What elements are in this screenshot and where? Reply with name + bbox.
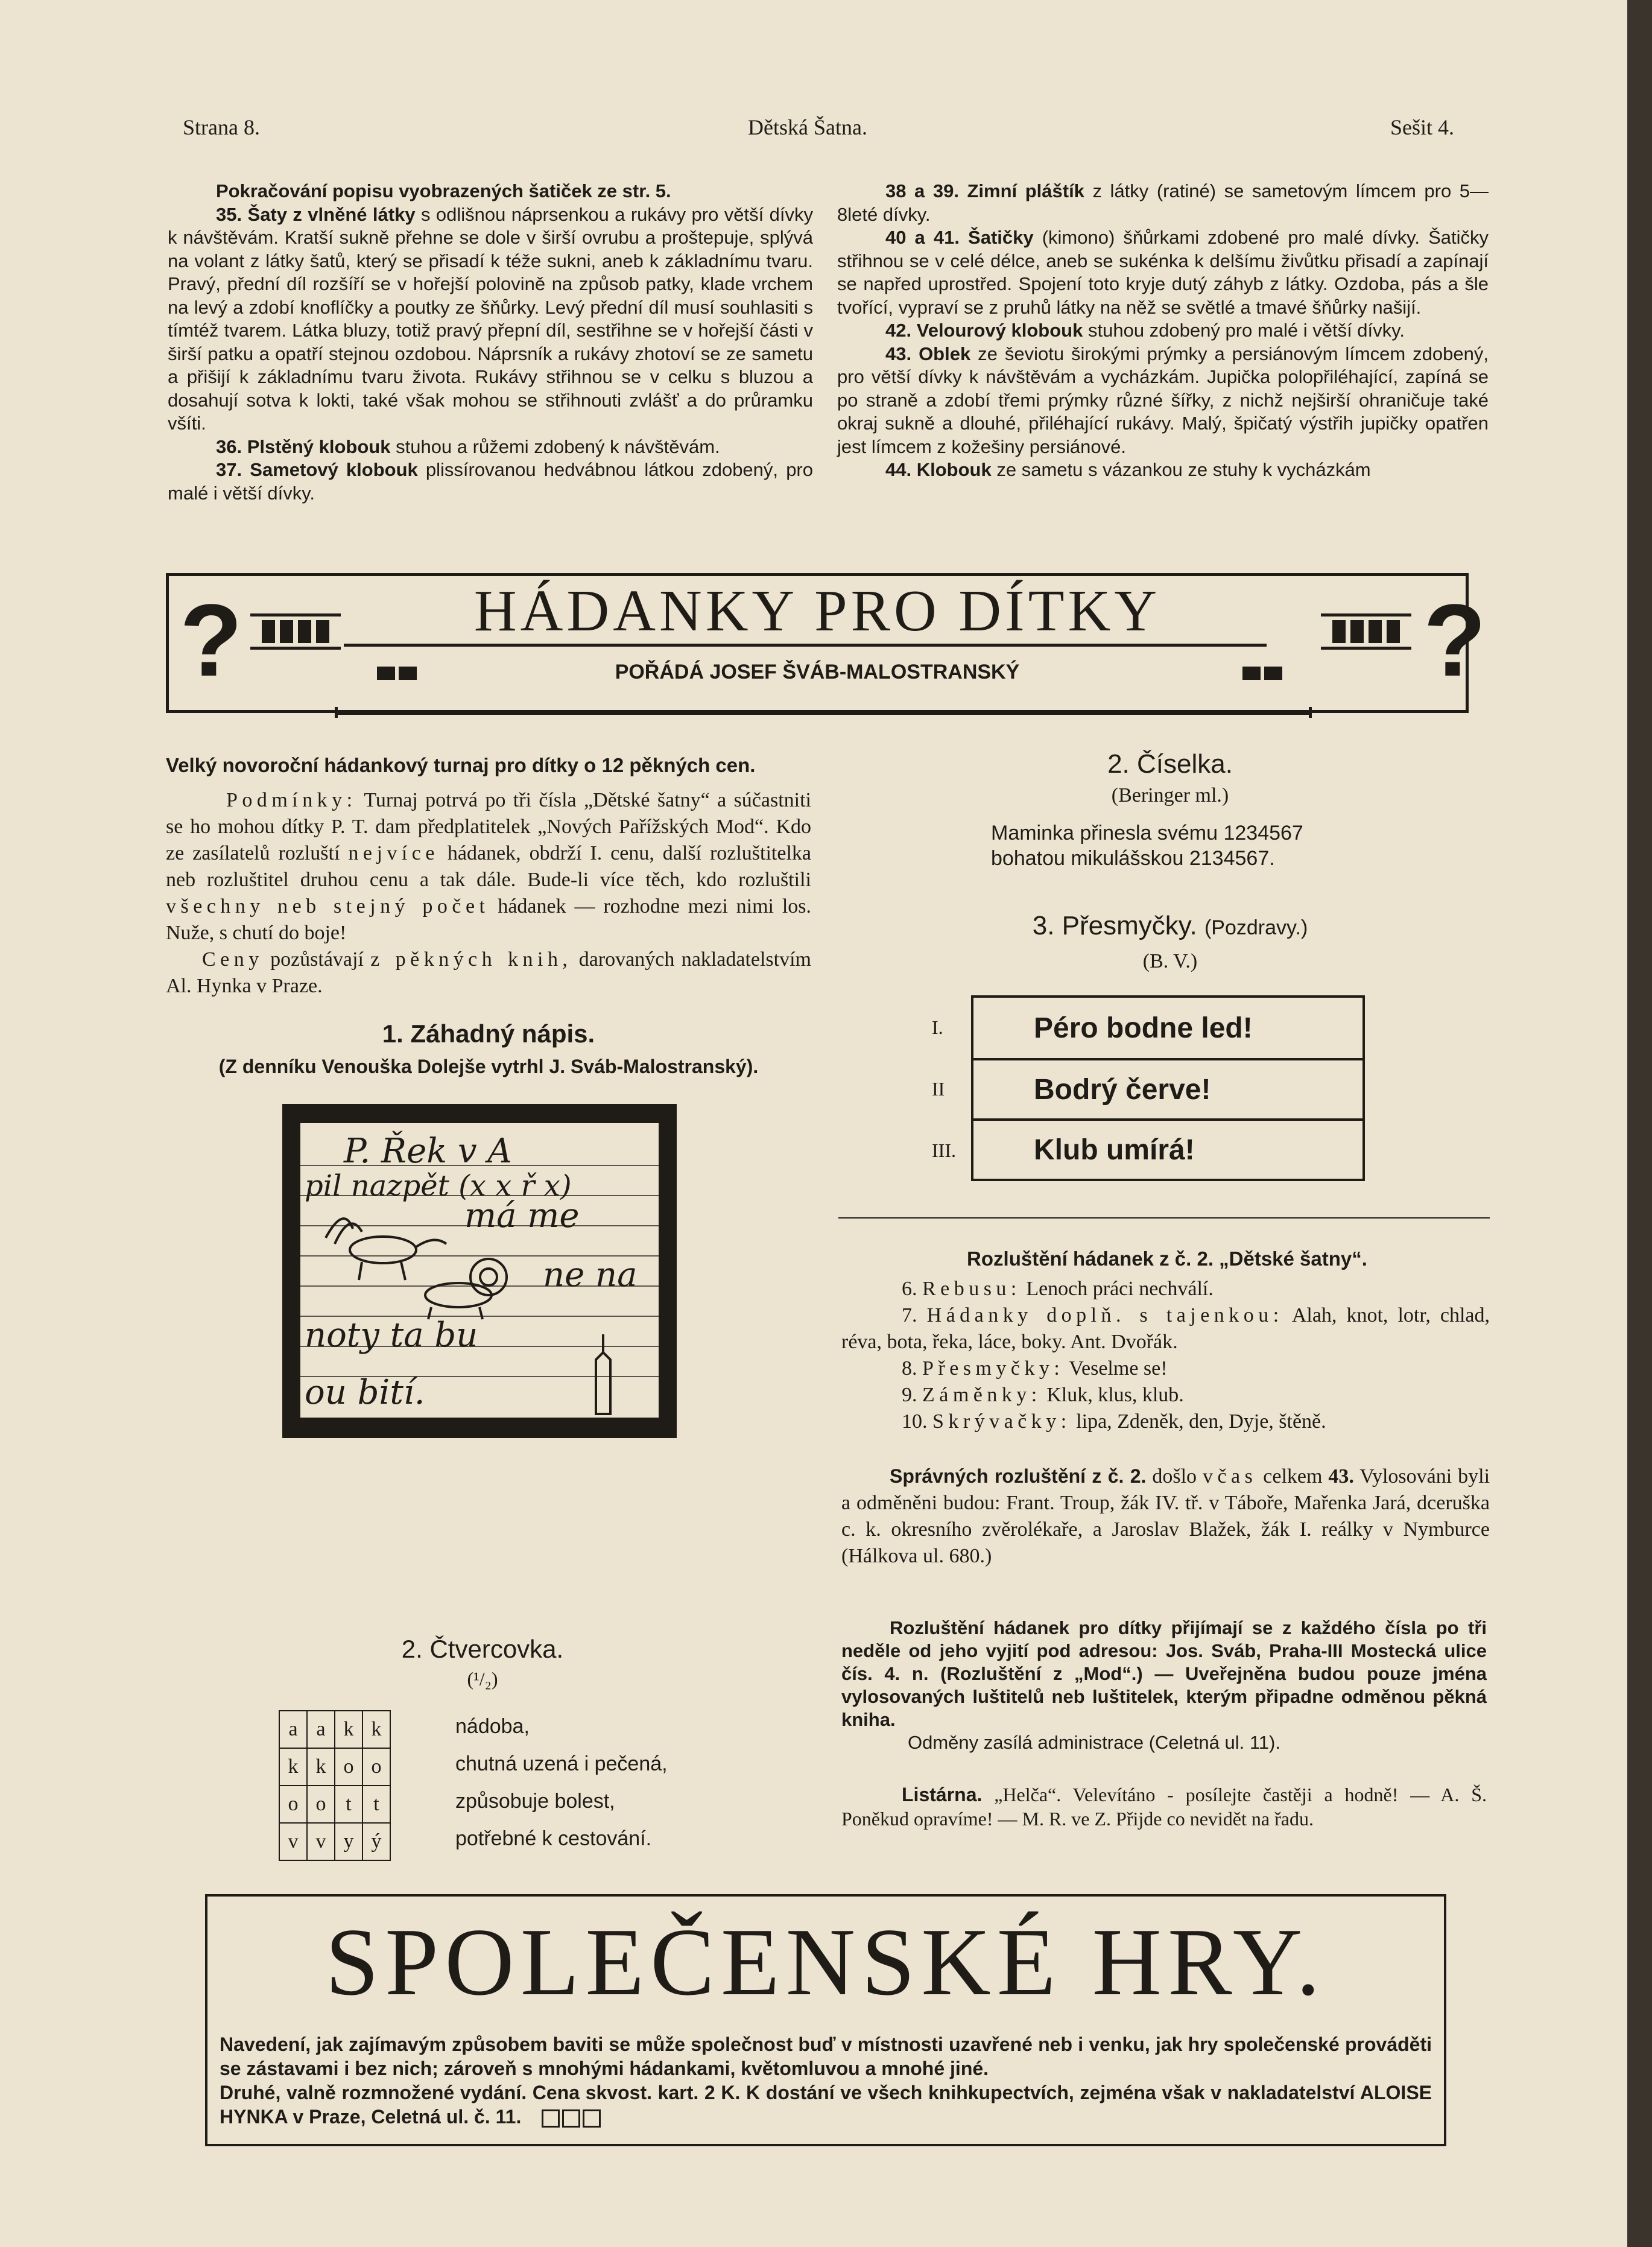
grid-cell: k — [362, 1711, 390, 1748]
row-label-2: II — [932, 1078, 945, 1100]
grid-cell: t — [335, 1786, 362, 1823]
row-label-1: I. — [932, 1016, 943, 1038]
grid-cell: y — [335, 1823, 362, 1860]
square-puzzle-grid — [279, 1710, 391, 1861]
article-item-36: 36. Plstěný klobouk stuhou a růžemi zdobený k návštěvám. — [216, 436, 720, 457]
article-heading: Pokračování popisu vyobrazených šatiček ze str. 5. — [216, 180, 671, 201]
tournament-heading: Velký novoroční hádankový turnaj pro dítky o 12 pěkných cen. — [166, 754, 756, 776]
article-item-43: 43. Oblek ze ševiotu širokými prýmky a persiánovým límcem zdobený, pro větší dívky k návštěvám a vycházkám. Jupička polopřiléhající, zapíná se po straně a zdobí třemi prýmky různé šířky, z nichž nejširší ohraničuje také okraj sukně a dlouhé, přiléhající rukávy. Malý, špičatý výstřih jupičky opatřen jest límcem z kožešiny persiánové. — [837, 343, 1489, 457]
article-item-42: 42. Velourový klobouk stuhou zdobený pro malé i větší dívky. — [885, 320, 1405, 341]
solution-item: 8. Přesmyčky: Veselme se! — [902, 1357, 1168, 1380]
puzzle1-subtitle: (Z denníku Venouška Dolejše vytrhl J. Sváb-Malostranský). — [218, 1056, 759, 1077]
grid-cell: o — [362, 1748, 390, 1786]
banner-underline — [335, 712, 1312, 715]
clue-2: chutná uzená i pečená, — [455, 1752, 668, 1775]
bars-ornament-right — [1321, 613, 1411, 650]
anagram-box — [971, 995, 1365, 1181]
article-right-column — [837, 180, 1489, 482]
ciselka-author: (Beringer ml.) — [1111, 784, 1229, 807]
solution-item: 6. Rebusu: Lenoch práci nechválí. — [902, 1278, 1214, 1300]
solution-item: 10. Skrývačky: lipa, Zdeněk, den, Dyje, štěně. — [902, 1410, 1326, 1433]
listarna: Listárna. „Helča“. Velevítáno - posílejte častěji a hodně! — A. Š. Poněkud opravíme! — M. R. ve Z. Přijde co nevidět na řadu. — [841, 1784, 1487, 1830]
banner-subtitle: POŘÁDÁ JOSEF ŠVÁB-MALOSTRANSKÝ — [615, 661, 1020, 683]
grid-cell: v — [279, 1823, 307, 1860]
anagram-row-2: Bodrý červe! — [973, 1058, 1362, 1118]
grid-cell: a — [307, 1711, 335, 1748]
clue-4: potřebné k cestování. — [455, 1827, 652, 1850]
grid-cell: k — [307, 1748, 335, 1786]
question-mark-icon-right: ? — [1423, 583, 1486, 698]
presmycky-title: 3. Přesmyčky. — [1032, 911, 1197, 940]
grid-cell: t — [362, 1786, 390, 1823]
puzzles-banner — [166, 573, 1486, 713]
banner-tick-left — [335, 707, 338, 718]
grid-cell: k — [279, 1748, 307, 1786]
puzzle1-picture — [277, 1099, 682, 1443]
solutions-list — [841, 1276, 1490, 1435]
note-line-6: ou bití. — [305, 1373, 425, 1412]
presmycky-subtitle: (Pozdravy.) — [1204, 916, 1308, 939]
book-spine — [1627, 0, 1652, 2247]
note-line-3: má me — [464, 1196, 580, 1235]
banner-title: HÁDANKY PRO DÍTKY — [473, 578, 1161, 644]
ad-squares-icon — [539, 2105, 601, 2129]
ad-title: SPOLEČENSKÉ HRY. — [325, 1908, 1326, 2015]
puzzle2-title: 2. Čtvercovka. — [401, 1635, 564, 1663]
grid-row — [279, 1711, 390, 1748]
advertisement-box — [205, 1894, 1446, 2146]
puzzle1-title: 1. Záhadný nápis. — [382, 1019, 595, 1048]
correct-solutions: Správných rozluštění z č. 2. došlo včas celkem 43. Vylosováni byli a odměněni budou: Frant. Troup, žák IV. tř. v Táboře, Mařenka Jará, dceruška c. k. okresního zvěrolékaře, a Jaroslav Blažek, žák I. reálky v Nymburce (Hálkova ul. 680.) — [841, 1465, 1490, 1567]
section-divider — [838, 1217, 1490, 1219]
ciselka-title: 2. Číselka. — [1107, 749, 1233, 779]
article-item-37: 37. Sametový klobouk plissírovanou hedvábnou látkou zdobený, pro malé i větší dívky. — [168, 459, 813, 504]
squares-ornament-right — [1242, 667, 1285, 680]
note-line-5: noty ta bu — [305, 1316, 478, 1355]
banner-rule — [344, 644, 1267, 647]
puzzle2-note: (¹/₂) — [467, 1668, 498, 1690]
article-item-35: 35. Šaty z vlněné látky s odlišnou náprsenkou a rukávy pro větší dívky k návštěvám. Kratší sukně přehne se dole v širší ovrubu a proštepuje, splývá na volant z látky šatů, který se přisadí k téže sukni, aneb k základnímu tvaru. Pravý, přední díl rozšíří se v hořejší polovině na způsob patky, klade vrchem na levý a zdobí knoflíčky a poutky ze šňůrky. Levý přední díl musí souhlasiti s tímtéž tvarem. Látka bluzy, totiž pravý přepní díl, sestřihne se v hořejší části v širší patku a opatří stejnou ozdobou. Náprsník a rukávy zhotoví se ze sametu a přišijí k základnímu tvaru života. Rukávy střihnou se v celku s bluzou a dosahují sotva k lokti, také však mohou se střihnouti zvlášť a do průramku všíti. — [168, 203, 813, 434]
article-item-44: 44. Klobouk ze sametu s vázankou ze stuhy k vycházkám — [885, 459, 1371, 480]
magazine-title: Dětská Šatna. — [748, 115, 867, 139]
solutions-heading: Rozluštění hádanek z č. 2. „Dětské šatny“. — [967, 1247, 1367, 1270]
grid-row — [279, 1748, 390, 1786]
grid-cell: v — [307, 1823, 335, 1860]
grid-cell: o — [335, 1748, 362, 1786]
grid-cell: ý — [362, 1823, 390, 1860]
grid-row — [279, 1823, 390, 1860]
grid-cell: o — [279, 1786, 307, 1823]
article-left-column — [168, 180, 813, 505]
page-number: Strana 8. — [183, 115, 260, 139]
clue-1: nádoba, — [455, 1715, 530, 1738]
ciselka-line-2: bohatou mikulášskou 2134567. — [991, 847, 1275, 870]
note-line-1: P. Řek v A — [344, 1132, 512, 1171]
question-mark-icon: ? — [180, 583, 242, 698]
banner-tick-right — [1309, 707, 1312, 718]
note-line-4: ne na — [543, 1255, 638, 1295]
ciselka-line-1: Maminka přinesla svému 1234567 — [991, 822, 1303, 845]
grid-row — [279, 1786, 390, 1823]
handwritten-note-image — [277, 1099, 682, 1443]
bars-ornament-left — [250, 613, 341, 650]
presmycky-author: (B. V.) — [1142, 950, 1198, 972]
row-label-3: III. — [932, 1139, 956, 1161]
submission-notice: Rozluštění hádanek pro dítky přijímají se z každého čísla po tři neděle od jeho vyjití pod adresou: Jos. Sváb, Praha-III Mostecká ulice čís. 4. n. (Rozluštění z „Mod“.) — Uveřejněna budou pouze jména vylosovaných luštitelů neb luštitelek, kterým připadne odměnou pěkná kniha. Odměny zasílá administrace (Celetná ul. 11). — [841, 1617, 1487, 1753]
article-item-38: 38 a 39. Zimní pláštík z látky (ratiné) se sametovým límcem pro 5—8leté dívky. — [837, 180, 1489, 225]
solution-item: 7. Hádanky doplň. s tajenkou: Alah, knot, lotr, chlad, réva, bota, řeka, láce, boky. Ant. Dvořák. — [841, 1304, 1490, 1353]
issue-number: Sešit 4. — [1390, 115, 1455, 139]
article-item-40: 40 a 41. Šatičky (kimono) šňůrkami zdobené pro malé dívky. Šatičky střihnou se v celé délce, aneb se sukénka k delšímu živůtku přisadí a zapínají se napřed uprostřed. Spojení toto kryje dutý záhyb z látky. Ozdoba, pás a šle tvořící, vypraví se z pruhů látky na něž se světlé a tmavé šňůrky našijí. — [837, 227, 1489, 318]
tournament-conditions: Podmínky: Turnaj potrvá po tři čísla „Dětské šatny“ a súčastniti se ho mohou dítky P. T. dam předplatitelek „Nových Pařížských Mod“. Kdo ze zasílatelů rozluští nejvíce hádanek, obdrží I. cenu, další rozluštitelka neb rozluštitel druhou cenu a tak dále. Bude-li více těch, kdo rozluštili všechny neb stejný počet hádanek — rozhodne mezi nimi los. Nuže, s chutí do boje! Ceny pozůstávají z pěkných knih, darovaných nakladatelstvím Al. Hynka v Praze. — [166, 789, 812, 997]
ad-text: Navedení, jak zajímavým způsobem baviti se může společnost buď v místnosti uzavřené neb i venku, jak hry společenské prováděti se zástavami i bez nich; zároveň s mnohými hádankami, květomluvou a mnohé jiné. Druhé, valně rozmnožené vydání. Cena skvost. kart. 2 K. K dostání ve všech knihkupectvích, zejména však v nakladatelství ALOISE HYNKA v Praze, Celetná ul. č. 11. — [220, 2033, 1432, 2128]
grid-cell: k — [335, 1711, 362, 1748]
grid-cell: o — [307, 1786, 335, 1823]
grid-cell: a — [279, 1711, 307, 1748]
note-line-2: pil nazpět (x x ř x) — [305, 1169, 572, 1203]
anagram-row-3: Klub umírá! — [973, 1118, 1362, 1179]
clue-3: způsobuje bolest, — [455, 1790, 615, 1813]
solution-item: 9. Záměnky: Kluk, klus, klub. — [902, 1384, 1184, 1406]
presmycky-heading — [844, 911, 1496, 941]
anagram-row-1: Péro bodne led! — [1034, 1012, 1253, 1044]
